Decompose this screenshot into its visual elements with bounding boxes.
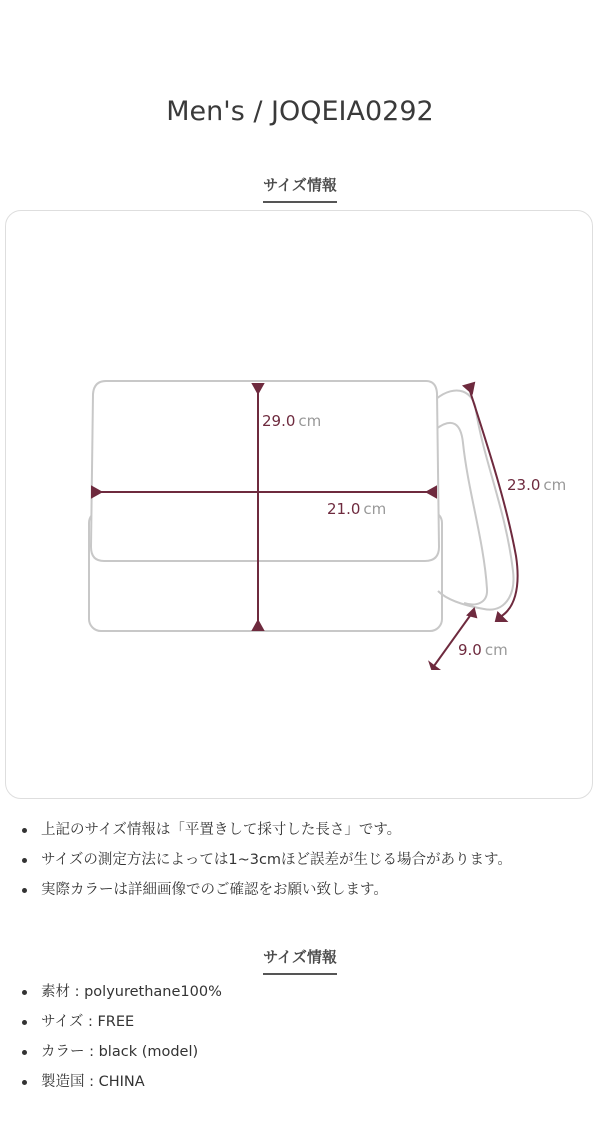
strap-value: 23.0	[507, 476, 541, 494]
depth-value: 9.0	[458, 641, 482, 659]
bag-illustration	[6, 211, 594, 800]
size-notes-list	[20, 815, 590, 905]
strap-measure-line	[468, 385, 518, 617]
strap-arrow-top	[464, 383, 474, 393]
list-item: 素材 : polyurethane100%	[20, 977, 590, 1007]
strap-unit: cm	[543, 476, 567, 494]
size-diagram	[5, 210, 593, 799]
page-title: Men's / JOQEIA0292	[166, 96, 434, 127]
list-item: 上記のサイズ情報は「平置きして採寸した長さ」です。	[20, 815, 590, 845]
bag-side-inner	[436, 423, 487, 605]
height-arrow-bottom	[253, 621, 263, 630]
list-item: 実際カラーは詳細画像でのご確認をお願い致します。	[20, 875, 590, 905]
size-info-heading-text: サイズ情報	[263, 174, 337, 203]
product-details-heading	[0, 946, 600, 975]
depth-arrow-top	[468, 609, 476, 617]
width-unit: cm	[363, 500, 387, 518]
depth-arrow-bottom	[430, 663, 438, 669]
product-details-heading-text: サイズ情報	[263, 946, 337, 975]
width-label	[327, 500, 386, 518]
height-value: 29.0	[262, 412, 296, 430]
depth-unit: cm	[484, 641, 508, 659]
list-item: 製造国 : CHINA	[20, 1067, 590, 1097]
height-unit: cm	[298, 412, 322, 430]
strap-label	[507, 476, 566, 494]
size-info-heading	[0, 174, 600, 203]
list-item: サイズの測定方法によっては1~3cmほど誤差が生じる場合があります。	[20, 845, 590, 875]
width-value: 21.0	[327, 500, 361, 518]
bag-flap-outline	[91, 381, 439, 561]
depth-label	[458, 641, 508, 659]
list-item: カラー : black (model)	[20, 1037, 590, 1067]
product-details-list	[20, 977, 590, 1097]
list-item: サイズ : FREE	[20, 1007, 590, 1037]
height-label	[262, 412, 321, 430]
